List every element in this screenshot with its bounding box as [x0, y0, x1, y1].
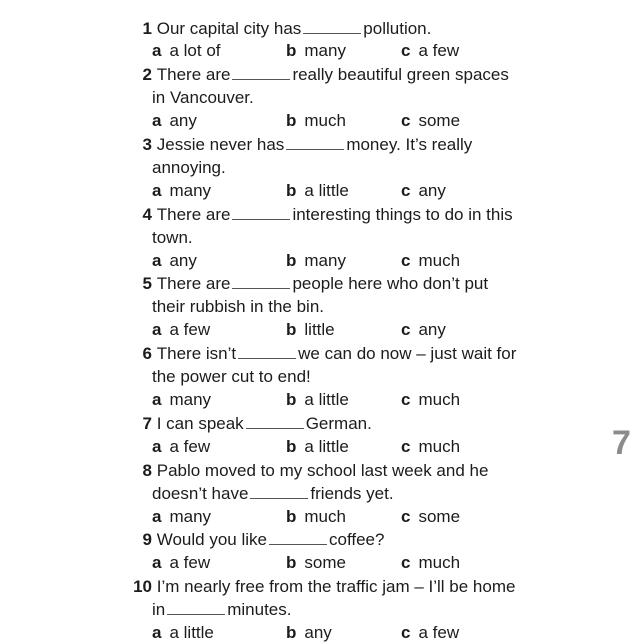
question-text-continued: doesn’t have friends yet.	[152, 484, 394, 503]
question-number: 6	[142, 344, 152, 363]
option-a[interactable]: a a lot of	[152, 41, 221, 60]
option-c[interactable]: c any	[401, 320, 446, 339]
option-a[interactable]: a many	[152, 181, 212, 200]
question-text-continued: in Vancouver.	[152, 88, 254, 107]
option-c[interactable]: c much	[401, 251, 461, 270]
answer-blank[interactable]	[286, 136, 344, 150]
question-3	[112, 133, 472, 156]
option-c[interactable]: c much	[401, 390, 461, 409]
option-b[interactable]: b some	[286, 553, 346, 572]
option-a[interactable]: a a few	[152, 437, 211, 456]
question-text: Would you like coffee?	[156, 530, 385, 549]
option-b[interactable]: b much	[286, 507, 346, 526]
option-c[interactable]: c a few	[401, 41, 460, 60]
question-number: 3	[142, 135, 152, 154]
option-c[interactable]: c some	[401, 507, 461, 526]
question-text: I can speak German.	[156, 414, 372, 433]
option-c[interactable]: c some	[401, 111, 461, 130]
answer-blank[interactable]	[232, 275, 290, 289]
question-text-continued: their rubbish in the bin.	[152, 297, 324, 316]
option-a[interactable]: a any	[152, 251, 197, 270]
question-text: There are really beautiful green spaces	[156, 65, 509, 84]
question-6	[112, 342, 516, 365]
answer-blank[interactable]	[238, 345, 296, 359]
question-10	[112, 575, 515, 598]
option-a[interactable]: a many	[152, 390, 212, 409]
question-text: Jessie never has money. It’s really	[156, 135, 473, 154]
question-number: 2	[142, 65, 152, 84]
question-1	[112, 17, 431, 40]
answer-blank[interactable]	[167, 601, 225, 615]
option-b[interactable]: b much	[286, 111, 346, 130]
question-text-continued: in minutes.	[152, 600, 292, 619]
option-b[interactable]: b little	[286, 320, 335, 339]
question-number: 9	[142, 530, 152, 549]
answer-blank[interactable]	[269, 531, 327, 545]
option-c[interactable]: c any	[401, 181, 446, 200]
question-number: 8	[142, 461, 152, 480]
question-7	[112, 412, 372, 435]
question-text: I’m nearly free from the traffic jam – I’ll be home	[156, 577, 516, 596]
option-b[interactable]: b many	[286, 41, 346, 60]
option-a[interactable]: a a few	[152, 320, 211, 339]
cropped-header	[0, 0, 642, 8]
option-c[interactable]: c much	[401, 553, 461, 572]
question-5	[112, 272, 488, 295]
answer-blank[interactable]	[246, 415, 304, 429]
answer-blank[interactable]	[250, 485, 308, 499]
question-number: 1	[142, 19, 152, 38]
option-b[interactable]: b any	[286, 623, 332, 642]
option-c[interactable]: c much	[401, 437, 461, 456]
question-text-continued: town.	[152, 228, 193, 247]
answer-blank[interactable]	[303, 20, 361, 34]
question-number: 10	[133, 577, 152, 596]
question-text-continued: annoying.	[152, 158, 226, 177]
option-a[interactable]: a a few	[152, 553, 211, 572]
question-text: There isn’t we can do now – just wait for	[156, 344, 517, 363]
answer-blank[interactable]	[232, 66, 290, 80]
question-text: There are interesting things to do in this	[156, 205, 513, 224]
question-text: Our capital city has pollution.	[156, 19, 432, 38]
question-number: 5	[142, 274, 152, 293]
option-a[interactable]: a a little	[152, 623, 214, 642]
question-text-continued: the power cut to end!	[152, 367, 311, 386]
option-b[interactable]: b a little	[286, 390, 349, 409]
question-text: There are people here who don’t put	[156, 274, 489, 293]
option-b[interactable]: b a little	[286, 437, 349, 456]
option-a[interactable]: a any	[152, 111, 197, 130]
question-text: Pablo moved to my school last week and he	[156, 461, 489, 480]
option-b[interactable]: b many	[286, 251, 346, 270]
question-number: 4	[142, 205, 152, 224]
question-8	[112, 459, 488, 482]
option-a[interactable]: a many	[152, 507, 212, 526]
question-4	[112, 203, 513, 226]
page-number: 7	[612, 424, 631, 462]
question-9	[112, 528, 384, 551]
question-number: 7	[142, 414, 152, 433]
option-b[interactable]: b a little	[286, 181, 349, 200]
question-2	[112, 63, 509, 86]
option-c[interactable]: c a few	[401, 623, 460, 642]
answer-blank[interactable]	[232, 206, 290, 220]
